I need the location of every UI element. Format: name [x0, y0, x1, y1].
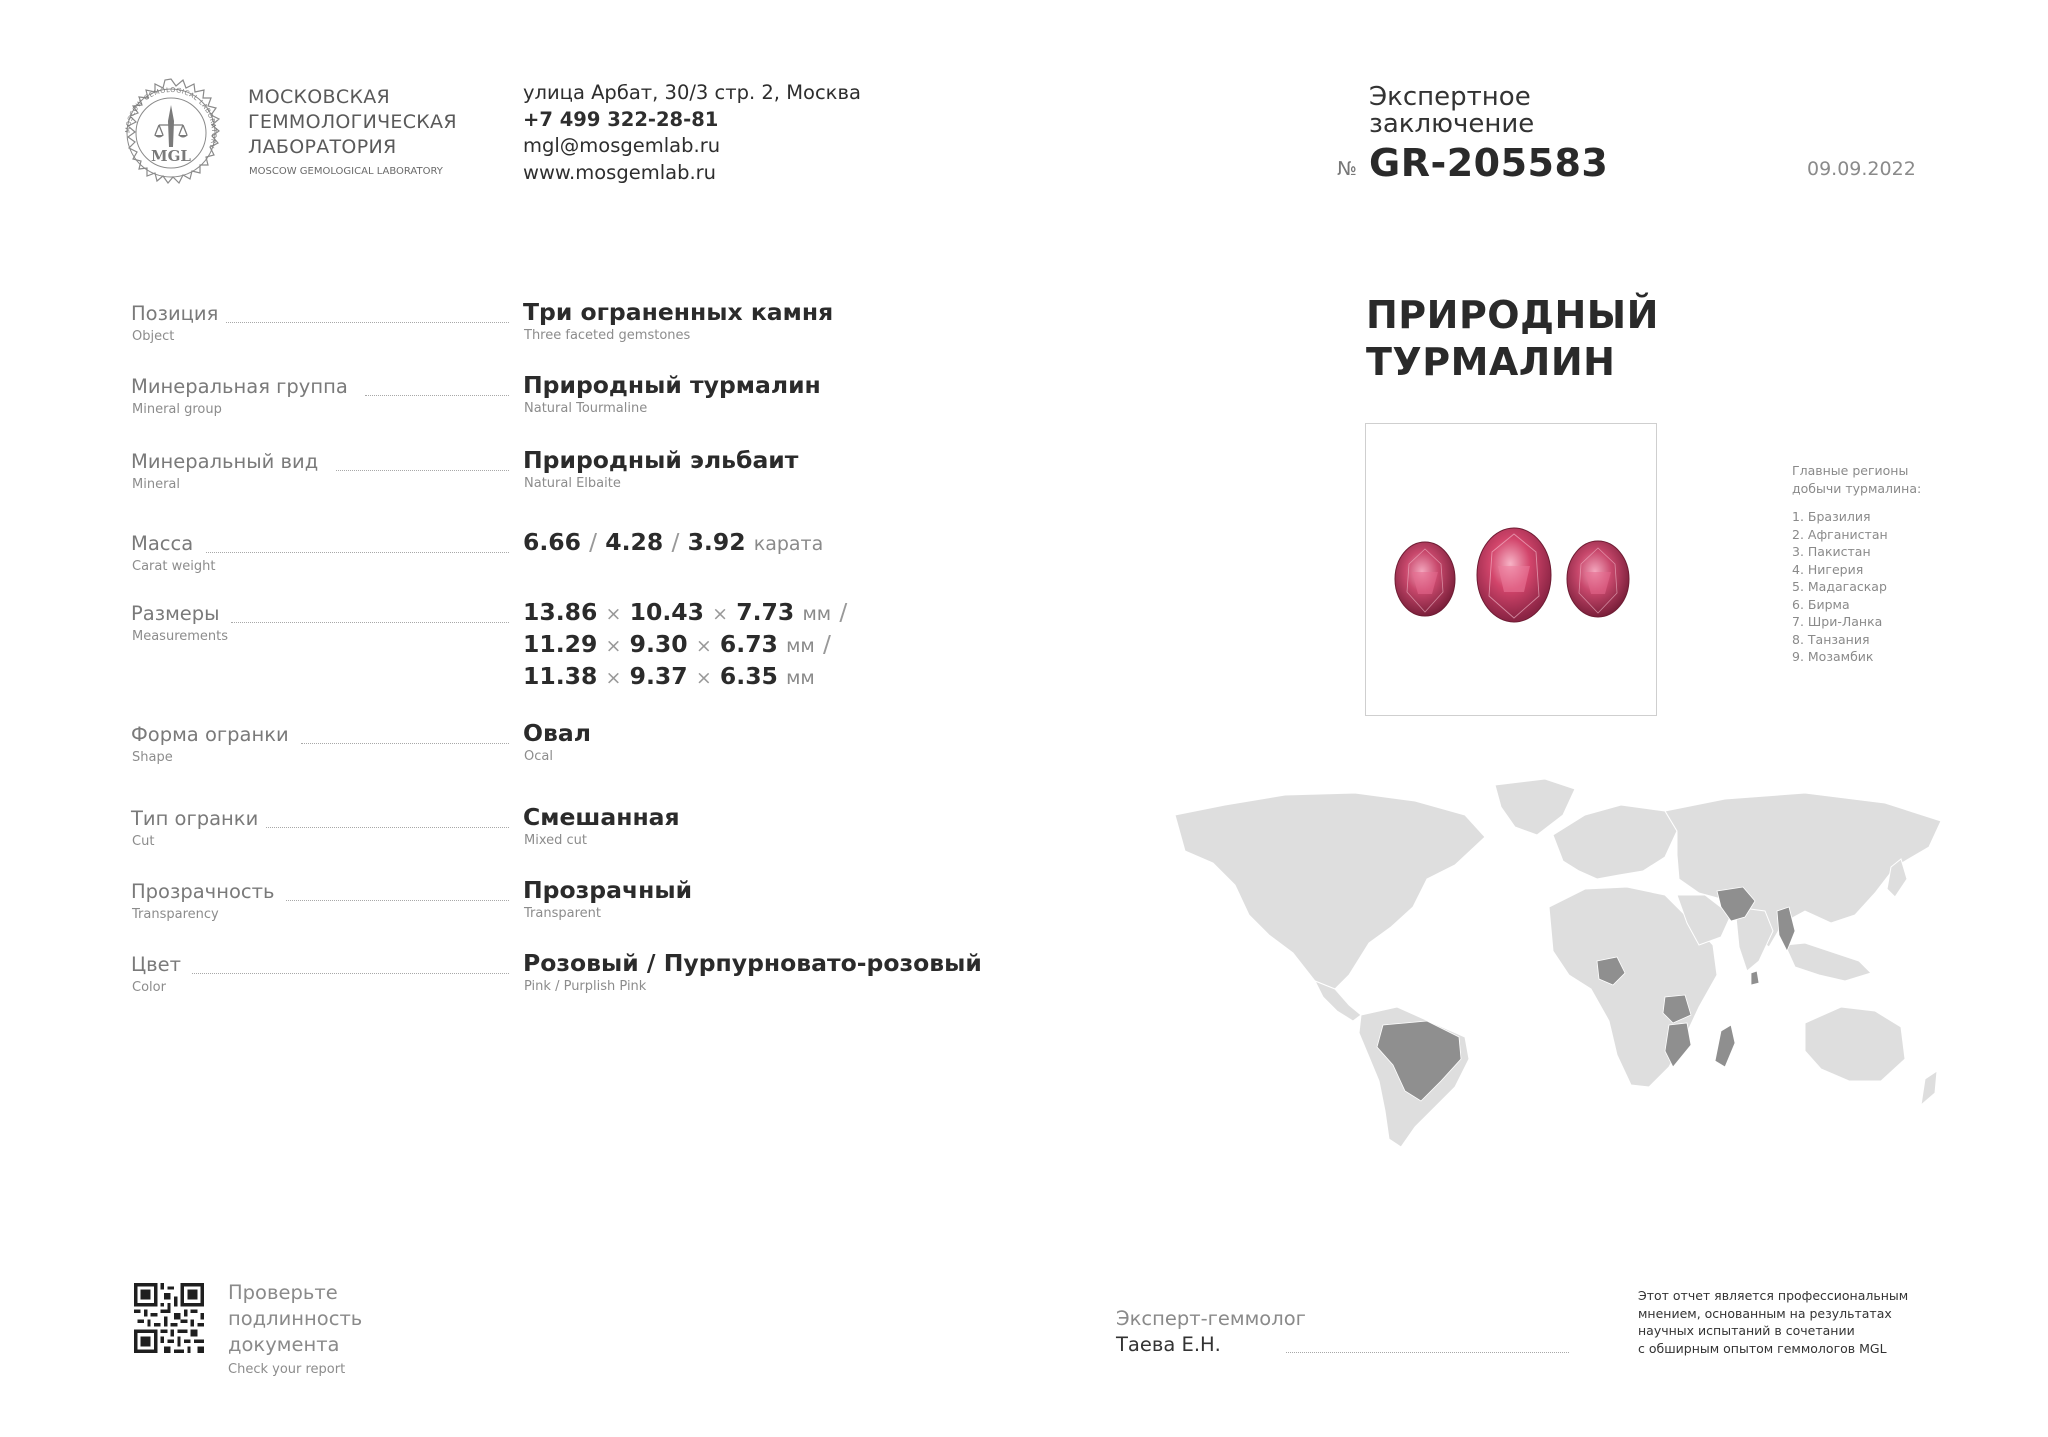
lab-name-line: ГЕММОЛОГИЧЕСКАЯ	[248, 111, 457, 133]
email-link[interactable]: mgl@mosgemlab.ru	[523, 134, 721, 157]
property-value-en: Three faceted gemstones	[524, 328, 691, 343]
property-label: Позиция	[131, 302, 219, 325]
regions-title	[1792, 462, 1921, 497]
map-highlight-sri-lanka	[1751, 971, 1759, 985]
times-sign: ×	[605, 603, 622, 625]
mining-regions-list	[1792, 462, 1921, 666]
measurement-values	[523, 598, 847, 694]
lab-name-en: MOSCOW GEMOLOGICAL LABORATORY	[249, 166, 443, 177]
property-value-en: Ocal	[524, 749, 553, 764]
property-label-en: Carat weight	[132, 559, 216, 574]
property-row-measurements	[0, 598, 1000, 712]
expert-role: Эксперт-геммолог	[1116, 1307, 1306, 1330]
certificate-title	[1369, 84, 1534, 138]
dimension: 7.73	[736, 598, 795, 626]
region-item: 6. Бирма	[1792, 596, 1850, 612]
property-value-en: Natural Elbaite	[524, 476, 621, 491]
disclaimer-line: мнением, основанным на результатах	[1638, 1305, 1892, 1321]
disclaimer	[1638, 1287, 1908, 1357]
lab-name-line: МОСКОВСКАЯ	[248, 86, 391, 108]
property-row-mineral-group	[0, 371, 1000, 437]
world-map	[1165, 775, 1945, 1155]
mm-unit: мм	[786, 635, 815, 657]
regions-title-line: добычи турмалина:	[1792, 480, 1922, 496]
dimension: 9.30	[629, 630, 688, 658]
property-label: Тип огранки	[131, 807, 259, 830]
map-southeast-asia	[1785, 943, 1871, 981]
property-label: Прозрачность	[131, 880, 275, 903]
property-label: Минеральный вид	[131, 450, 319, 473]
property-label: Форма огранки	[131, 723, 289, 746]
property-label-en: Object	[132, 329, 175, 344]
measurement-line	[523, 598, 847, 630]
regions-title-line: Главные регионы	[1792, 463, 1909, 478]
disclaimer-line: с обширным опытом геммологов MGL	[1638, 1340, 1887, 1356]
verify-text	[228, 1280, 362, 1358]
property-row-color	[0, 949, 1000, 1015]
phone-link[interactable]: +7 499 322-28-81	[523, 107, 719, 131]
signature-line	[1286, 1352, 1569, 1353]
lab-name-line: ЛАБОРАТОРИЯ	[248, 136, 397, 158]
property-row-cut	[0, 803, 1000, 869]
property-label-en: Mineral	[132, 477, 180, 492]
leader-dots	[206, 552, 509, 553]
map-greenland	[1495, 779, 1575, 835]
property-row-shape	[0, 719, 1000, 785]
property-value-en: Mixed cut	[524, 833, 587, 848]
certificate-number: GR-205583	[1369, 141, 1609, 185]
dimension: 6.73	[719, 630, 778, 658]
region-item: 7. Шри-Ланка	[1792, 614, 1883, 629]
property-value: Смешанная	[523, 803, 680, 831]
property-label-en: Cut	[132, 834, 155, 849]
property-label: Минеральная группа	[131, 375, 348, 398]
leader-dots	[365, 395, 509, 396]
times-sign: ×	[605, 667, 622, 689]
lab-seal-logo	[115, 77, 227, 189]
verify-line: документа	[228, 1333, 340, 1356]
separator: /	[839, 598, 848, 626]
property-label: Цвет	[131, 953, 181, 976]
verify-line: Проверьте	[228, 1281, 338, 1304]
species-title	[1366, 292, 1659, 386]
property-value: Три ограненных камня	[523, 298, 834, 326]
gemstone-right	[1567, 541, 1629, 617]
species-title-line: ПРИРОДНЫЙ	[1366, 293, 1659, 337]
map-europe	[1553, 805, 1677, 879]
map-continents	[1175, 779, 1941, 1147]
carat-values	[523, 528, 823, 556]
region-item: 9. Мозамбик	[1792, 649, 1874, 664]
gemstones-illustration	[1366, 424, 1656, 715]
property-value: Розовый / Пурпурновато-розовый	[523, 949, 982, 977]
property-value: Природный турмалин	[523, 371, 821, 399]
contacts-block	[523, 80, 861, 186]
disclaimer-line: Этот отчет является профессиональным	[1638, 1288, 1909, 1303]
seal-ring-text: MOSCOW GEMOLOGICAL LABORATORY	[123, 85, 219, 150]
leader-dots	[192, 973, 509, 974]
mm-unit: мм	[802, 603, 832, 625]
property-value: Прозрачный	[523, 876, 693, 904]
property-label: Размеры	[131, 602, 220, 625]
times-sign: ×	[695, 667, 712, 689]
map-north-america	[1175, 793, 1485, 989]
property-label: Масса	[131, 532, 194, 555]
dimension: 13.86	[523, 598, 598, 626]
seal-mgl-text: MGL	[151, 147, 191, 165]
property-label-en: Mineral group	[132, 402, 222, 417]
map-new-zealand	[1921, 1071, 1937, 1105]
leader-dots	[301, 743, 509, 744]
times-sign: ×	[712, 603, 729, 625]
property-row-object	[0, 298, 1000, 364]
dimension: 9.37	[629, 662, 688, 690]
region-item: 5. Мадагаскар	[1792, 579, 1887, 594]
gemstone-photo	[1365, 423, 1657, 716]
region-item: 3. Пакистан	[1792, 544, 1871, 559]
region-item: 1. Бразилия	[1792, 509, 1871, 524]
dimension: 11.38	[523, 662, 598, 690]
leader-dots	[226, 322, 509, 323]
times-sign: ×	[695, 635, 712, 657]
property-value: Овал	[523, 719, 591, 747]
leader-dots	[266, 827, 509, 828]
leader-dots	[286, 900, 509, 901]
verify-line: подлинность	[228, 1307, 363, 1330]
number-sign: №	[1337, 158, 1357, 180]
property-value: Природный эльбаит	[523, 446, 799, 474]
region-item: 2. Афганистан	[1792, 526, 1888, 542]
expert-name: Таева Е.Н.	[1116, 1333, 1221, 1356]
certificate-title-line: заключение	[1369, 109, 1535, 139]
map-highlight-madagascar	[1715, 1025, 1735, 1067]
property-label-en: Color	[132, 980, 166, 995]
address: улица Арбат, 30/3 стр. 2, Москва	[523, 81, 861, 104]
separator: /	[822, 630, 831, 658]
separator: /	[589, 528, 598, 556]
certificate-date: 09.09.2022	[1807, 158, 1916, 180]
mm-unit: мм	[786, 667, 815, 689]
property-row-mineral	[0, 446, 1000, 512]
property-label-en: Measurements	[132, 629, 229, 644]
carat-value: 6.66	[523, 528, 581, 556]
leader-dots	[336, 470, 509, 471]
gemstone-center	[1477, 528, 1551, 622]
certificate-title-line: Экспертное	[1369, 82, 1531, 112]
carat-value: 4.28	[605, 528, 664, 556]
region-item: 8. Танзания	[1792, 631, 1870, 647]
dimension: 6.35	[719, 662, 778, 690]
property-row-transparency	[0, 876, 1000, 942]
region-item: 4. Нигерия	[1792, 561, 1864, 577]
gemstone-left	[1395, 542, 1455, 616]
property-value-en: Transparent	[524, 906, 601, 921]
separator: /	[671, 528, 680, 556]
measurement-line	[523, 630, 847, 662]
map-australia	[1805, 1007, 1905, 1081]
property-value-en: Natural Tourmaline	[524, 401, 648, 416]
website-link[interactable]: www.mosgemlab.ru	[523, 160, 717, 184]
property-label-en: Shape	[132, 750, 173, 765]
carat-value: 3.92	[687, 528, 746, 556]
dimension: 10.43	[629, 598, 704, 626]
verify-text-en: Check your report	[228, 1362, 346, 1377]
property-value-en: Pink / Purplish Pink	[524, 979, 647, 994]
property-row-carat-weight	[0, 528, 1000, 594]
times-sign: ×	[605, 635, 622, 657]
qr-code[interactable]	[134, 1283, 204, 1353]
species-title-line: ТУРМАЛИН	[1366, 340, 1616, 384]
disclaimer-line: научных испытаний в сочетании	[1638, 1323, 1855, 1338]
leader-dots	[231, 622, 509, 623]
measurement-line	[523, 662, 847, 694]
map-central-america	[1315, 981, 1361, 1021]
carat-unit: карата	[753, 533, 824, 555]
property-label-en: Transparency	[132, 907, 219, 922]
lab-name-ru	[248, 85, 457, 160]
dimension: 11.29	[523, 630, 598, 658]
